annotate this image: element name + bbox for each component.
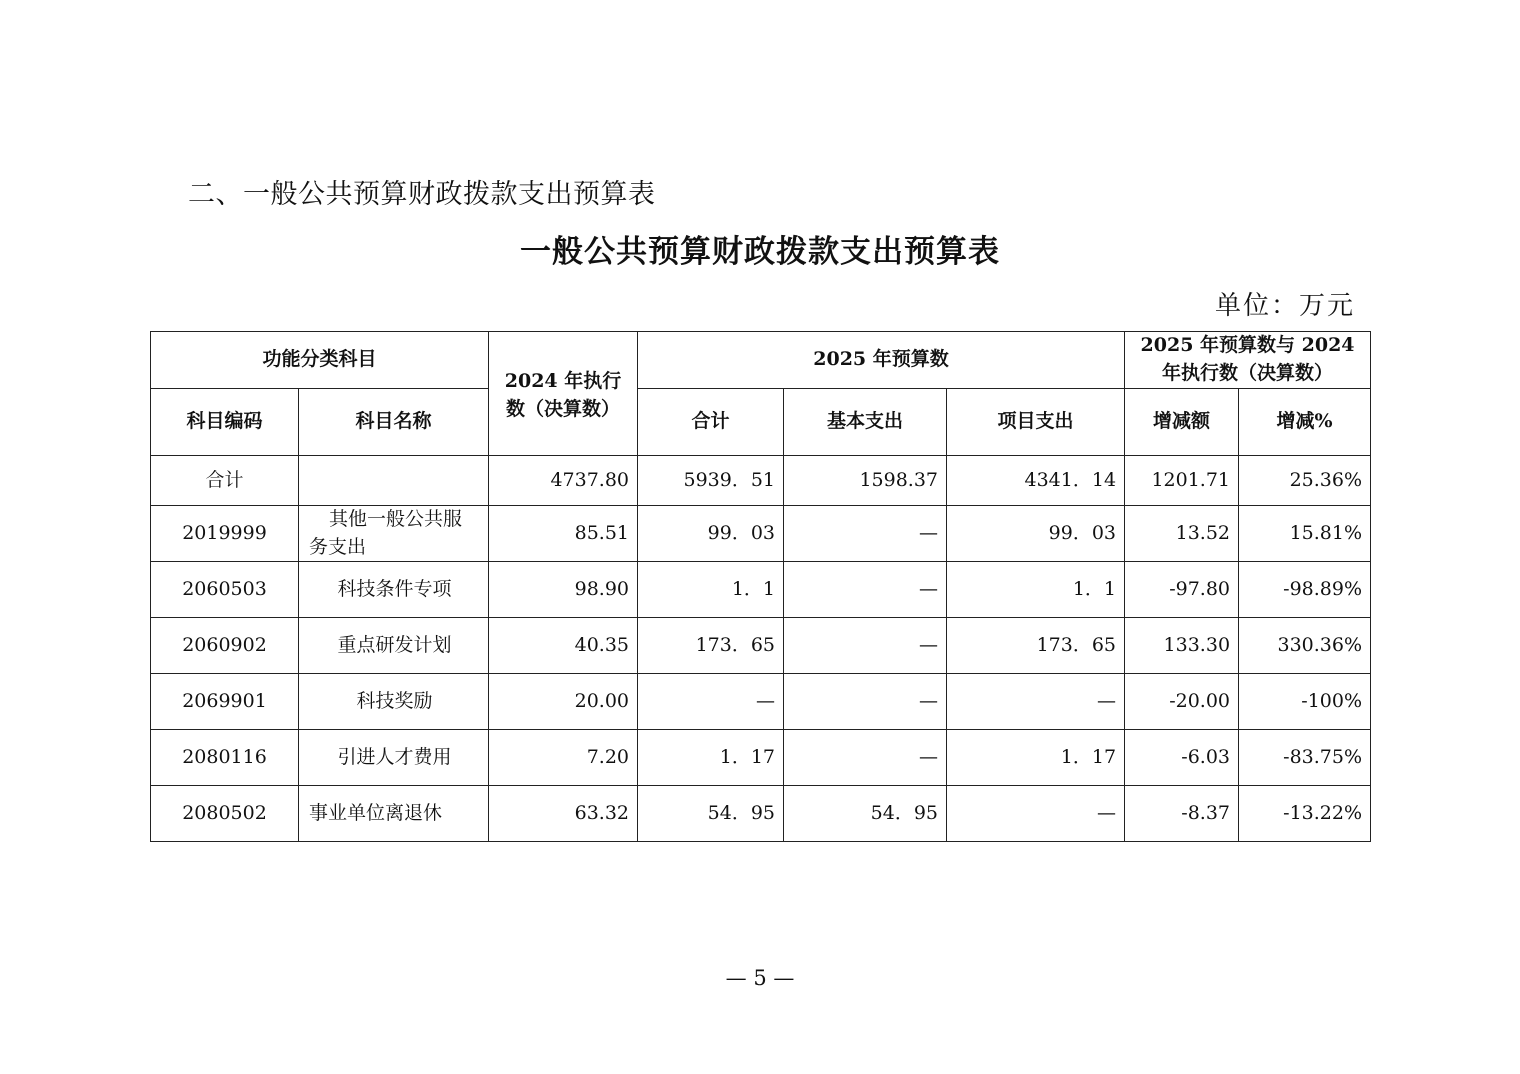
row-change-pct: 15.81% xyxy=(1239,506,1371,562)
row-total-2025: 1．17 xyxy=(638,730,784,786)
row-total-2025: 54．95 xyxy=(638,786,784,842)
row-project-2025: 1．17 xyxy=(947,730,1125,786)
row-exec-2024: 40.35 xyxy=(489,618,638,674)
row-change-pct: 330.36% xyxy=(1239,618,1371,674)
row-basic-2025: — xyxy=(784,618,947,674)
table-row xyxy=(151,674,1371,730)
row-exec-2024: 98.90 xyxy=(489,562,638,618)
unit-note: 单位：万元 xyxy=(1214,291,1355,321)
row-code: 2060902 xyxy=(151,618,299,674)
row-exec-2024: 20.00 xyxy=(489,674,638,730)
row-exec-2024: 7.20 xyxy=(489,730,638,786)
row-name: 引进人才费用 xyxy=(299,730,489,786)
total-change-amount: 1201.71 xyxy=(1125,456,1239,506)
row-change-amount: -20.00 xyxy=(1125,674,1239,730)
total-basic-2025: 1598.37 xyxy=(784,456,947,506)
row-project-2025: 99．03 xyxy=(947,506,1125,562)
header-change-amount: 增减额 xyxy=(1125,389,1239,456)
row-change-pct: -13.22% xyxy=(1239,786,1371,842)
row-code: 2080502 xyxy=(151,786,299,842)
row-project-2025: — xyxy=(947,786,1125,842)
row-change-amount: -8.37 xyxy=(1125,786,1239,842)
table-row xyxy=(151,730,1371,786)
row-total-2025: 173．65 xyxy=(638,618,784,674)
row-code: 2019999 xyxy=(151,506,299,562)
page-number: — 5 — xyxy=(725,966,795,990)
header-subject-name: 科目名称 xyxy=(299,389,489,456)
header-compare: 2025 年预算数与 2024 年执行数（决算数） xyxy=(1125,332,1371,389)
header-total: 合计 xyxy=(638,389,784,456)
total-total-2025: 5939．51 xyxy=(638,456,784,506)
row-change-pct: -83.75% xyxy=(1239,730,1371,786)
row-project-2025: 173．65 xyxy=(947,618,1125,674)
row-exec-2024: 85.51 xyxy=(489,506,638,562)
total-project-2025: 4341．14 xyxy=(947,456,1125,506)
table-row xyxy=(151,506,1371,562)
total-exec-2024: 4737.80 xyxy=(489,456,638,506)
row-code: 2080116 xyxy=(151,730,299,786)
row-total-2025: 1．1 xyxy=(638,562,784,618)
total-row xyxy=(151,456,1371,506)
row-name: 科技奖励 xyxy=(299,674,489,730)
row-project-2025: 1．1 xyxy=(947,562,1125,618)
header-budget-2025: 2025 年预算数 xyxy=(638,332,1125,389)
row-name: 事业单位离退休 xyxy=(299,786,489,842)
row-change-amount: 133.30 xyxy=(1125,618,1239,674)
row-change-pct: -100% xyxy=(1239,674,1371,730)
table-row xyxy=(151,618,1371,674)
row-code: 2060503 xyxy=(151,562,299,618)
row-change-amount: 13.52 xyxy=(1125,506,1239,562)
header-subject-code: 科目编码 xyxy=(151,389,299,456)
table-row xyxy=(151,786,1371,842)
row-name: 其他一般公共服务支出 xyxy=(299,506,489,562)
header-basic: 基本支出 xyxy=(784,389,947,456)
row-change-pct: -98.89% xyxy=(1239,562,1371,618)
row-change-amount: -97.80 xyxy=(1125,562,1239,618)
total-name xyxy=(299,456,489,506)
table-title: 一般公共预算财政拨款支出预算表 xyxy=(520,234,1000,270)
row-change-amount: -6.03 xyxy=(1125,730,1239,786)
row-total-2025: — xyxy=(638,674,784,730)
budget-table xyxy=(150,331,1371,842)
row-total-2025: 99．03 xyxy=(638,506,784,562)
row-basic-2025: — xyxy=(784,674,947,730)
header-exec-2024: 2024 年执行数（决算数） xyxy=(489,332,638,456)
total-change-pct: 25.36% xyxy=(1239,456,1371,506)
header-row-sub xyxy=(151,389,1371,456)
row-basic-2025: 54．95 xyxy=(784,786,947,842)
header-change-pct: 增减% xyxy=(1239,389,1371,456)
row-project-2025: — xyxy=(947,674,1125,730)
total-code: 合计 xyxy=(151,456,299,506)
header-row-top xyxy=(151,332,1371,389)
row-exec-2024: 63.32 xyxy=(489,786,638,842)
header-project: 项目支出 xyxy=(947,389,1125,456)
table-row xyxy=(151,562,1371,618)
row-name: 重点研发计划 xyxy=(299,618,489,674)
row-code: 2069901 xyxy=(151,674,299,730)
header-functional-classification: 功能分类科目 xyxy=(151,332,489,389)
row-basic-2025: — xyxy=(784,506,947,562)
section-heading: 二、一般公共预算财政拨款支出预算表 xyxy=(188,179,656,210)
row-name: 科技条件专项 xyxy=(299,562,489,618)
row-basic-2025: — xyxy=(784,730,947,786)
row-basic-2025: — xyxy=(784,562,947,618)
